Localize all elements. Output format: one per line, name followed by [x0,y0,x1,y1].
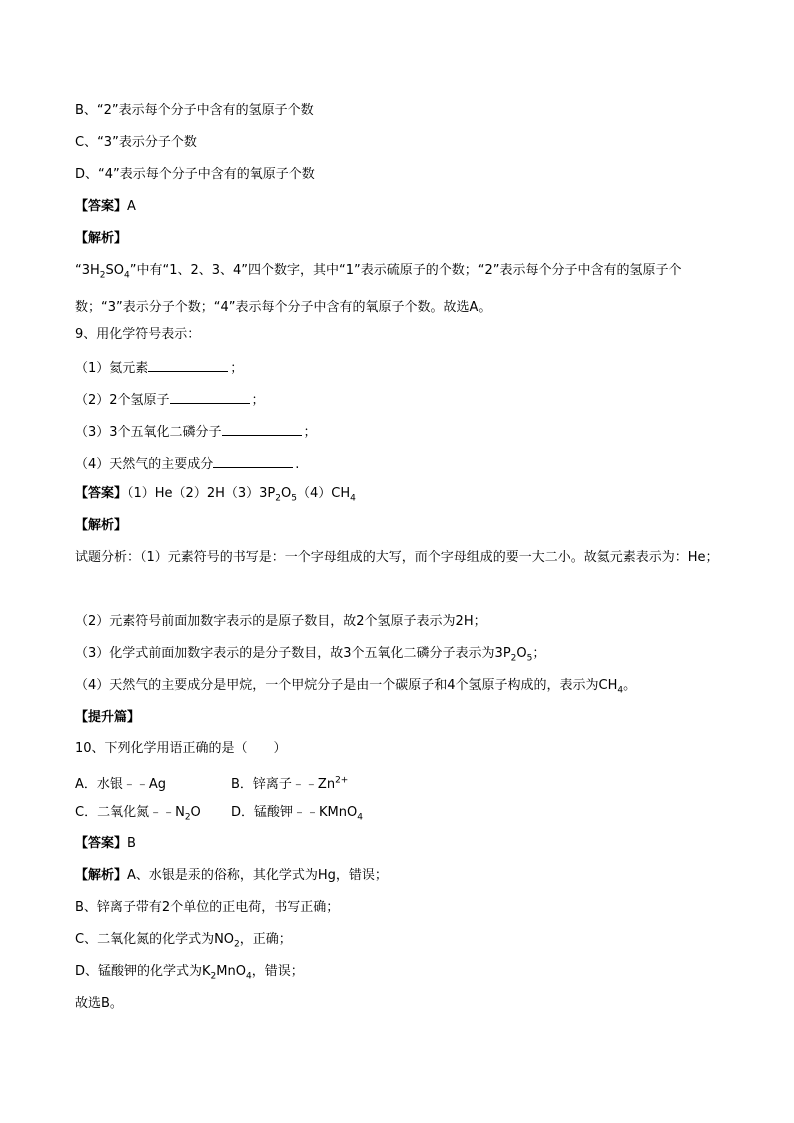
q9-item-4: （4）天然气的主要成分 . [75,453,299,475]
q8-option-d: D、“4”表示每个分子中含有的氧原子个数 [75,167,315,182]
answer-blank[interactable] [148,357,228,372]
q8-option-c: C、“3”表示分子个数 [75,135,197,150]
q10-answer: 【答案】B [75,836,136,851]
answer-blank[interactable] [213,453,293,468]
answer-blank[interactable] [222,421,302,436]
q10-analysis-b: B、锌离子带有2个单位的正电荷，书写正确； [75,900,340,915]
q10-options-row-1 [75,771,348,795]
q9-item-2: （2）2个氢原子 ； [75,389,265,411]
q10-analysis-c: C、二氧化氮的化学式为$NO_2$，正确； [75,932,292,950]
q10-conclusion: 故选B。 [75,996,123,1011]
answer-blank[interactable] [170,389,250,404]
q9-item-3: （3）3个五氧化二磷分子 ； [75,421,317,443]
q9-item-1: （1）氦元素 ； [75,357,243,379]
q9-analysis-3: （3）化学式前面加数字表示的是分子数目，故3个五氧化二磷分子表示为$3P_2O_5$； [75,646,546,664]
q8-analysis-tag: 【解析】 [75,231,128,246]
answer-tag: 【答案】 [75,199,128,214]
q10-analysis-d: D、锰酸钾的化学式为$K_2MnO_4$，错误； [75,964,304,982]
answer-tag: 【答案】 [75,486,128,501]
q10-option-b[interactable]: B．锌离子$﹣﹣Zn^{2+}$ [231,776,349,793]
q10-option-d[interactable]: D．锰酸钾﹣﹣KMnO$_4$ [231,805,363,823]
q10-analysis-a: 【解析】A、水银是汞的俗称，其化学式为Hg，错误； [75,868,388,883]
answer-tag: 【答案】 [75,836,128,851]
q8-answer: 【答案】A [75,199,136,214]
q9-analysis-2: （2）元素符号前面加数字表示的是原子数目，故2个氢原子表示为2H； [75,614,487,629]
q9-stem: 9、用化学符号表示： [75,327,201,342]
section-heading: 【提升篇】 [75,710,141,725]
q9-analysis-4: （4）天然气的主要成分是甲烷，一个甲烷分子是由一个碳原子和4个氢原子构成的，表示为$CH_4$。 [75,678,637,696]
q9-answer: 【答案】$(1)He(2)2H(3)3P_2O_5(4)CH_4$ [75,486,356,504]
q8-analysis: “$3H_2SO_4$”中有“1、2、3、4”四个数字，其中“1”表示硫原子的个数；“2”表示每个分子中含有的氢原子个数；“3”表示分子个数；“4”表示每个分子中含有的氧原子个数。故选A。 [75,263,682,315]
q9-analysis-1: 试题分析：（1）元素符号的书写是：一个字母组成的大写，而个字母组成的要一大二小。故氦元素表示为：He； [75,550,719,565]
q10-option-a[interactable]: A．水银﹣﹣Ag [75,777,167,793]
q8-option-b: B、“2”表示每个分子中含有的氢原子个数 [75,103,314,118]
q9-analysis-tag: 【解析】 [75,518,128,533]
q10-options-row-2 [75,803,363,828]
q10-option-c[interactable]: C．二氧化氮$﹣﹣N_2O$ [75,805,201,823]
q10-stem: 10、下列化学用语正确的是（ ） [75,741,287,756]
